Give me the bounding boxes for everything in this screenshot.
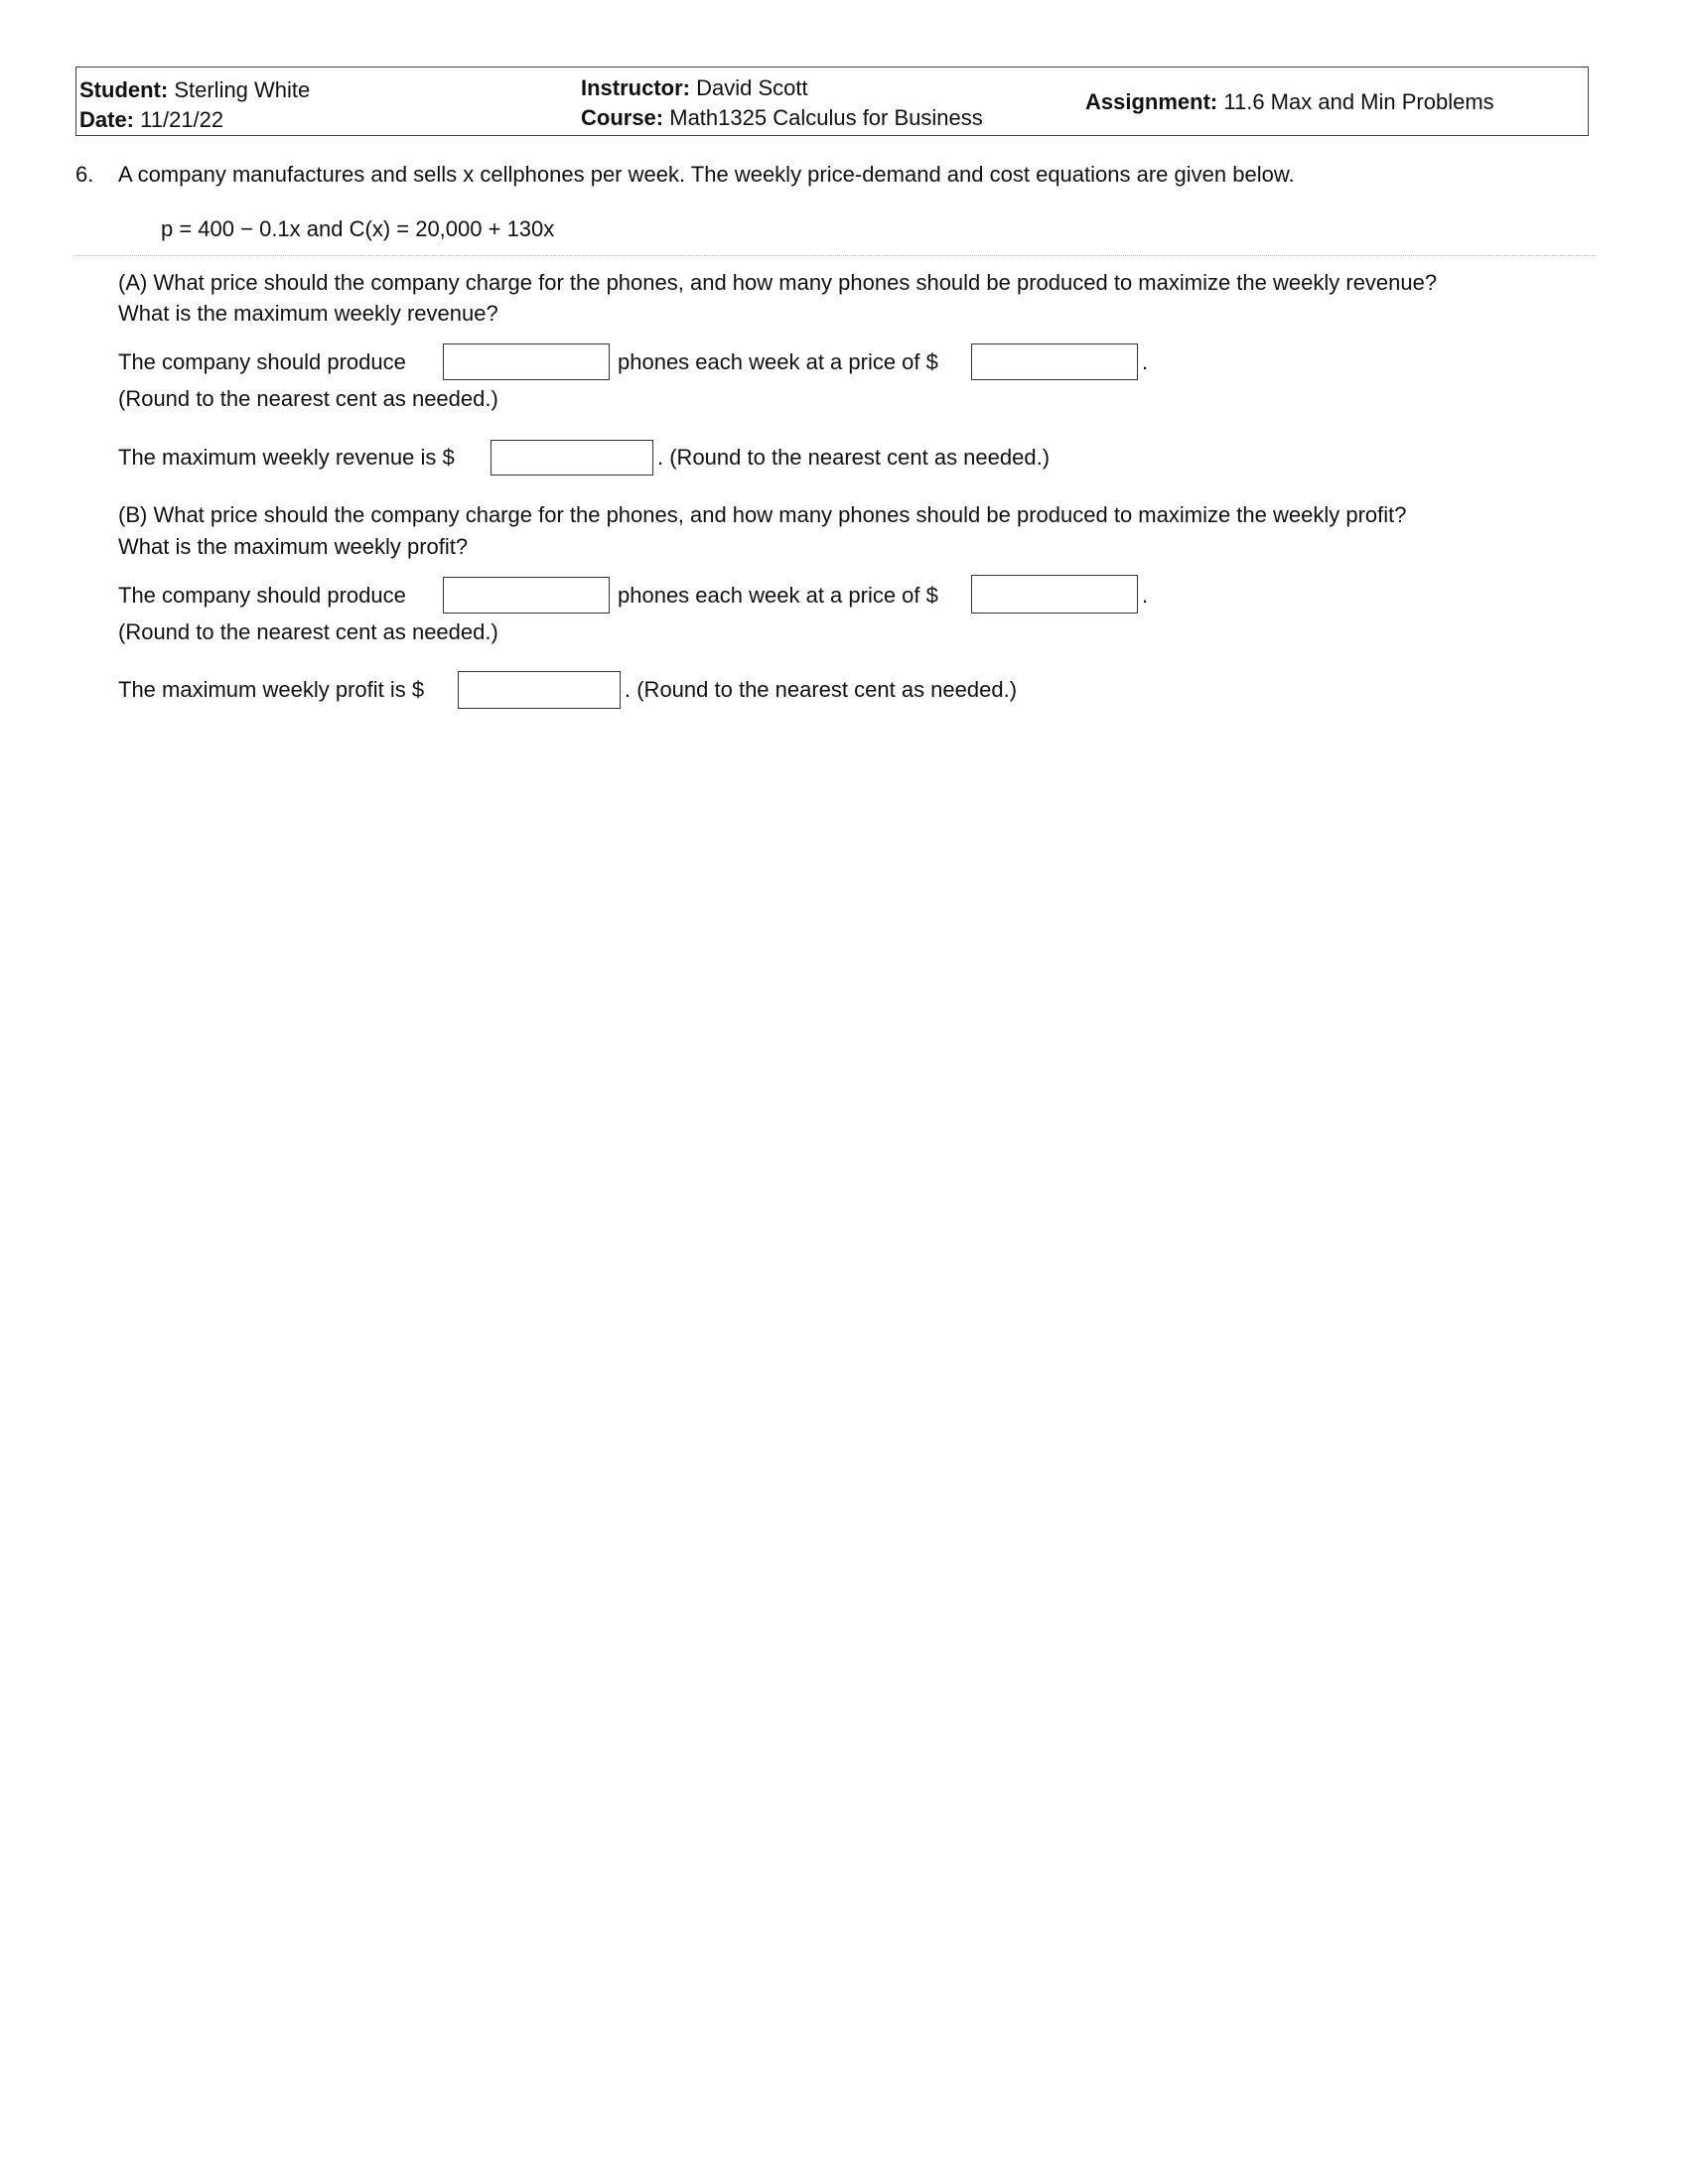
student-name: Sterling White: [174, 77, 311, 102]
instructor-name: David Scott: [696, 75, 808, 100]
date-field: [79, 109, 223, 131]
part-a-prompt-line1: (A) What price should the company charge for the phones, and how many phones should be produced to maximize the weekly revenue?: [118, 270, 1438, 295]
part-a-price-label: phones each week at a price of $: [618, 349, 938, 374]
part-b-produce-label: The company should produce: [118, 583, 406, 608]
date-label: Date:: [79, 107, 135, 132]
part-b-max-label: The maximum weekly profit is $: [118, 677, 425, 702]
part-a-max-revenue-input[interactable]: [491, 440, 653, 476]
part-a-round-note: (Round to the nearest cent as needed.): [118, 386, 498, 411]
part-b-prompt-line1: (B) What price should the company charge for the phones, and how many phones should be produced to maximize the weekly profit?: [118, 502, 1407, 527]
part-a-prompt-line2: What is the maximum weekly revenue?: [118, 301, 498, 326]
assignment-name: 11.6 Max and Min Problems: [1223, 89, 1494, 114]
course-field: [581, 107, 983, 129]
divider: [75, 255, 1595, 256]
part-b-max-profit-input[interactable]: [458, 671, 621, 709]
date-value: 11/21/22: [140, 107, 224, 132]
course-label: Course:: [581, 105, 664, 130]
instructor-field: [581, 77, 808, 99]
part-a-max-label: The maximum weekly revenue is $: [118, 445, 455, 470]
part-b-quantity-input[interactable]: [443, 577, 610, 614]
instructor-label: Instructor:: [581, 75, 690, 100]
part-a-period: .: [1142, 349, 1149, 374]
assignment-field: [1085, 91, 1494, 113]
part-a-produce-label: The company should produce: [118, 349, 406, 374]
question-number: 6.: [75, 162, 94, 187]
part-a-quantity-input[interactable]: [443, 343, 610, 380]
part-a-max-round-note: . (Round to the nearest cent as needed.): [657, 445, 1051, 470]
equation: p = 400 − 0.1x and C(x) = 20,000 + 130x: [161, 216, 555, 241]
part-b-price-label: phones each week at a price of $: [618, 583, 938, 608]
part-b-max-round-note: . (Round to the nearest cent as needed.): [625, 677, 1018, 702]
question-text: A company manufactures and sells x cellphones per week. The weekly price-demand and cost equations are given below.: [118, 162, 1295, 187]
part-b-price-input[interactable]: [971, 575, 1138, 614]
part-b-round-note: (Round to the nearest cent as needed.): [118, 619, 498, 644]
course-name: Math1325 Calculus for Business: [669, 105, 983, 130]
student-field: [79, 79, 310, 101]
part-a-price-input[interactable]: [971, 343, 1138, 380]
part-b-prompt-line2: What is the maximum weekly profit?: [118, 534, 469, 559]
student-label: Student:: [79, 77, 169, 102]
part-b-period: .: [1142, 583, 1149, 608]
assignment-label: Assignment:: [1085, 89, 1218, 114]
